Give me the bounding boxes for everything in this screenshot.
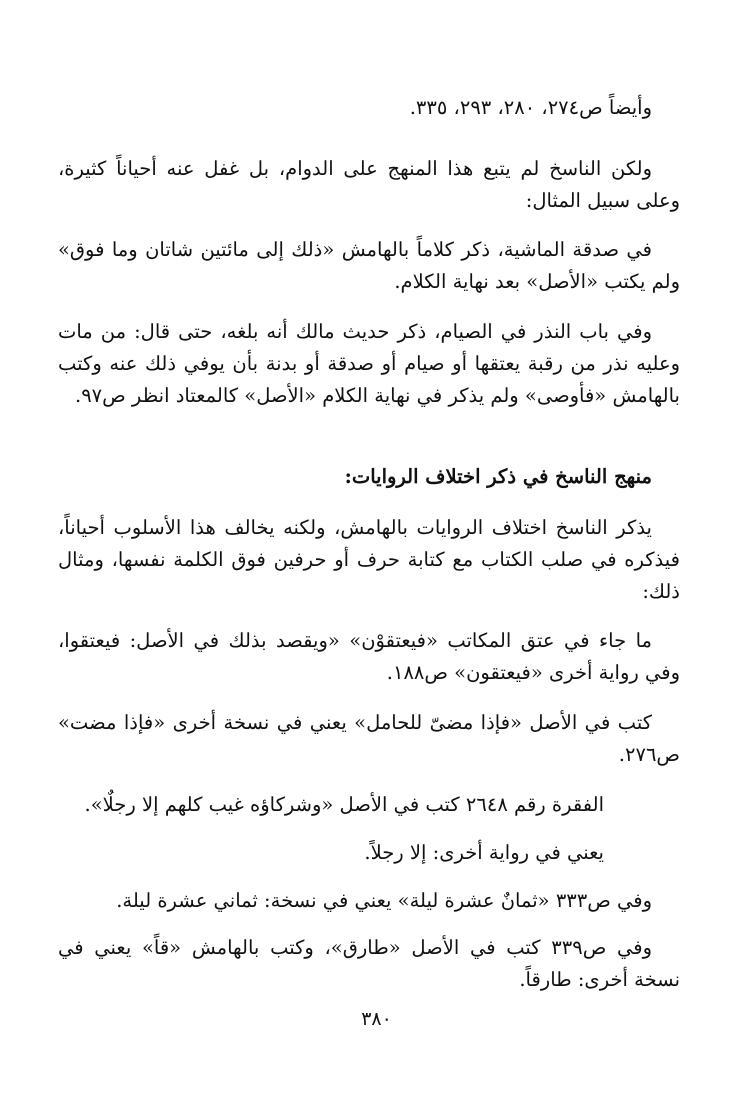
paragraph-vow-fasting: وفي باب النذر في الصيام، ذكر حديث مالك أنه بلغه، حتى قال: من مات وعليه نذر من رقبة يعتقها أو صيام أو صدقة أو بدنة بأن يوفي ذلك عنه وكتب بالهامش «فأوصى» ولم يذكر في نهاية الكلام «الأصل» كالمعتاد انظر ص٩٧. [58,320,680,407]
paragraph-section-2648: الفقرة رقم ٢٦٤٨ كتب في الأصل «وشركاؤه غيب كلهم إلا رجلٌا». [84,793,604,816]
paragraph-other-narration: يعني في رواية أخرى: إلا رجلاً. [364,841,604,864]
paragraph-page-333: وفي ص٣٣٣ «ثمانٌ عشرة ليلة» يعني في نسخة: ثماني عشرة ليلة. [116,889,652,912]
page-number: ٣٨٠ [361,1008,392,1030]
paragraph-emancipation-example: ما جاء في عتق المكاتب «فيعتقوْن» «ويقصد بذلك في الأصل: فيعتقوا، وفي رواية أخرى «فيعتقون» ص١٨٨. [58,629,680,684]
paragraph-narration-differences: يذكر الناسخ اختلاف الروايات بالهامش، ولكنه يخالف هذا الأسلوب أحياناً، فيذكره في صلب الكتاب مع كتابة حرف أو حرفين فوق الكلمة نفسها، ومثال ذلك: [58,516,680,603]
paragraph-livestock-alms: في صدقة الماشية، ذكر كلاماً بالهامش «ذلك إلى مائتين شاتان وما فوق» ولم يكتب «الأصل» بعد نهاية الكلام. [58,238,680,293]
paragraph-page-339: وفي ص٣٣٩ كتب في الأصل «طارق»، وكتب بالهامش «قاً» يعني في نسخة أخرى: طارقاً. [58,936,680,991]
section-heading: منهج الناسخ في ذكر اختلاف الروايات: [344,465,652,488]
paragraph-copyist-inconsistency: ولكن الناسخ لم يتبع هذا المنهج على الدوام، بل غفل عنه أحياناً كثيرة، وعلى سبيل المثال: [58,157,680,212]
paragraph-page-references: وأيضاً ص٢٧٤، ٢٨٠، ٢٩٣، ٣٣٥. [409,96,652,119]
paragraph-pregnant-example: كتب في الأصل «فإذا مضىّ للحامل» يعني في نسخة أخرى «فإذا مضت» ص٢٧٦. [58,711,680,766]
document-page [58,0,680,1106]
